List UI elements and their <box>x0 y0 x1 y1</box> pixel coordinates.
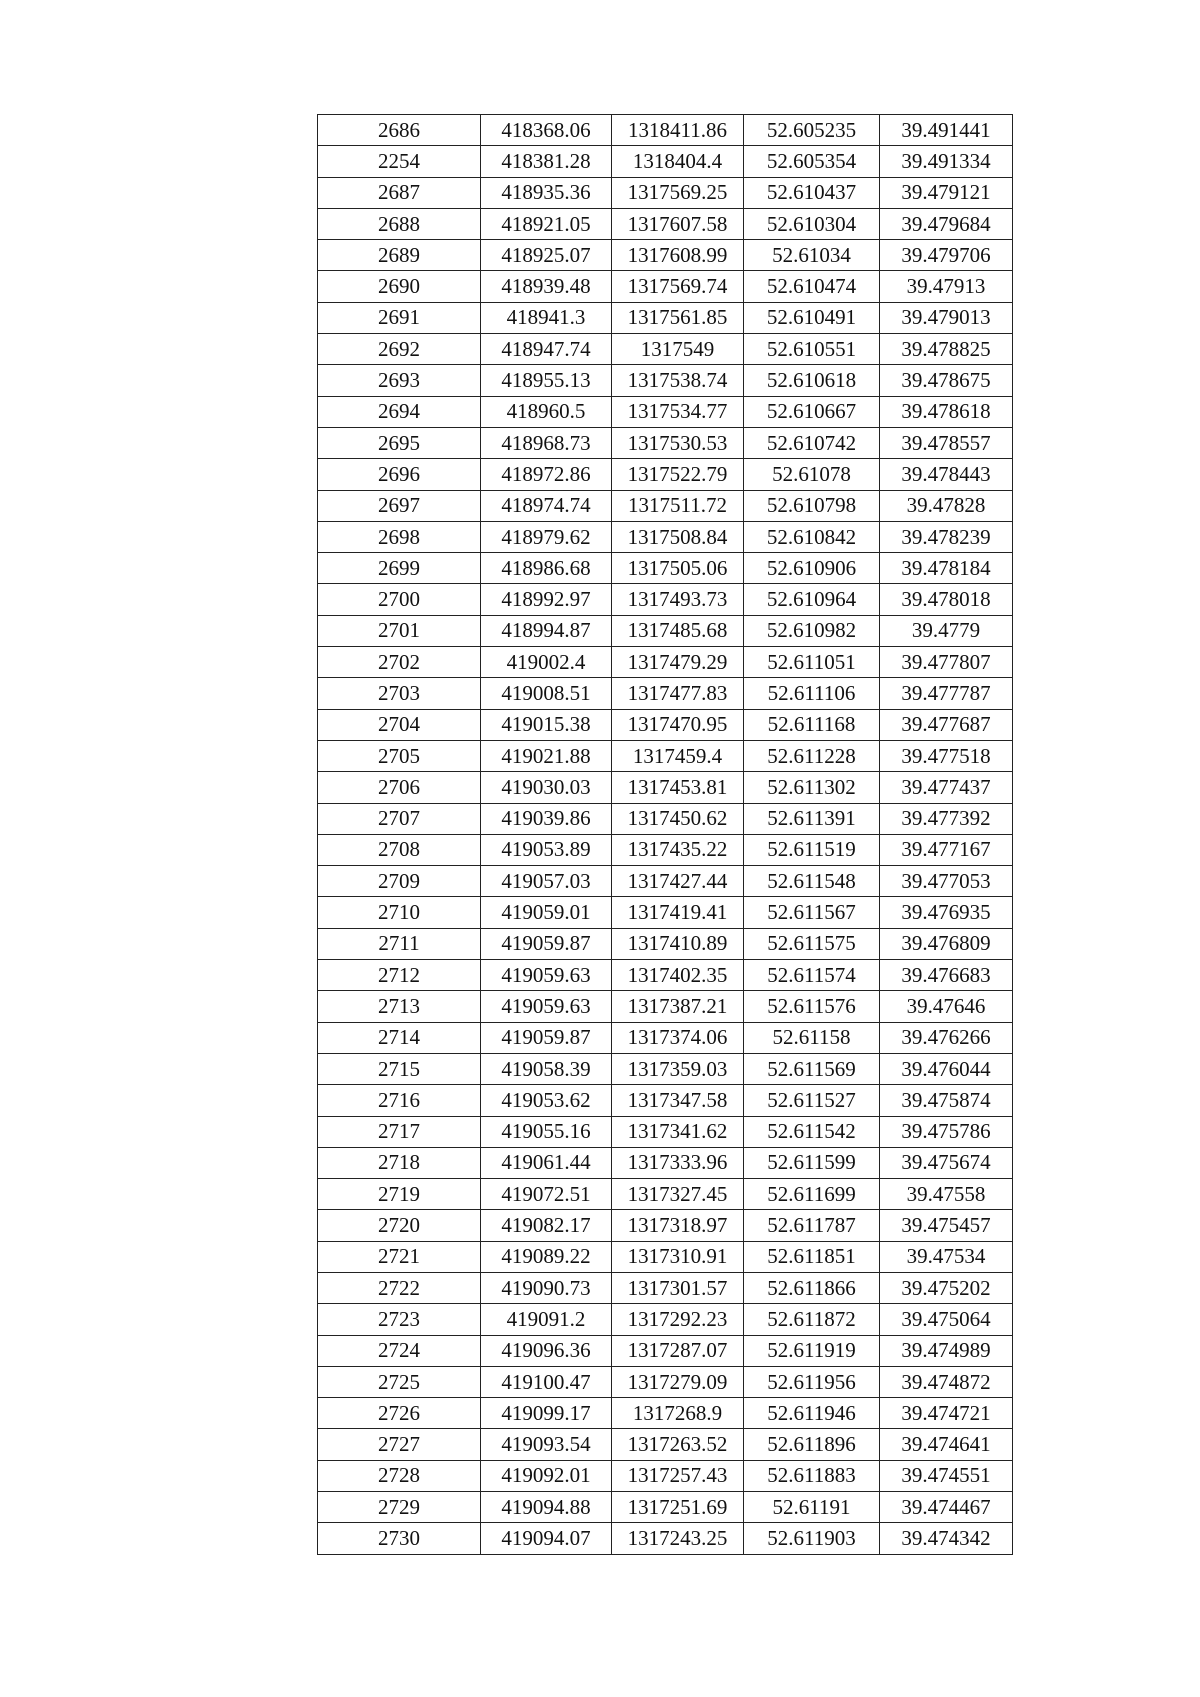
longitude-cell: 39.479706 <box>880 240 1013 271</box>
point-number-cell: 2726 <box>318 1398 481 1429</box>
point-number-cell: 2711 <box>318 928 481 959</box>
longitude-cell: 39.475202 <box>880 1272 1013 1303</box>
y-coordinate-cell: 1317402.35 <box>612 960 744 991</box>
table-row <box>318 740 1013 771</box>
point-number-cell: 2704 <box>318 709 481 740</box>
point-number-cell: 2706 <box>318 772 481 803</box>
y-coordinate-cell: 1317450.62 <box>612 803 744 834</box>
x-coordinate-cell: 418974.74 <box>481 490 612 521</box>
y-coordinate-cell: 1317435.22 <box>612 834 744 865</box>
y-coordinate-cell: 1317318.97 <box>612 1210 744 1241</box>
x-coordinate-cell: 418939.48 <box>481 271 612 302</box>
x-coordinate-cell: 419099.17 <box>481 1398 612 1429</box>
latitude-cell: 52.611699 <box>744 1179 880 1210</box>
latitude-cell: 52.610551 <box>744 334 880 365</box>
y-coordinate-cell: 1317470.95 <box>612 709 744 740</box>
table-row <box>318 334 1013 365</box>
longitude-cell: 39.477392 <box>880 803 1013 834</box>
latitude-cell: 52.611542 <box>744 1116 880 1147</box>
latitude-cell: 52.61078 <box>744 459 880 490</box>
longitude-cell: 39.47558 <box>880 1179 1013 1210</box>
longitude-cell: 39.474641 <box>880 1429 1013 1460</box>
y-coordinate-cell: 1317287.07 <box>612 1335 744 1366</box>
latitude-cell: 52.611574 <box>744 960 880 991</box>
latitude-cell: 52.610906 <box>744 553 880 584</box>
x-coordinate-cell: 419021.88 <box>481 740 612 771</box>
table-row <box>318 1210 1013 1241</box>
longitude-cell: 39.477437 <box>880 772 1013 803</box>
y-coordinate-cell: 1317263.52 <box>612 1429 744 1460</box>
longitude-cell: 39.476266 <box>880 1022 1013 1053</box>
longitude-cell: 39.477787 <box>880 678 1013 709</box>
longitude-cell: 39.474467 <box>880 1492 1013 1523</box>
longitude-cell: 39.475674 <box>880 1147 1013 1178</box>
point-number-cell: 2715 <box>318 1053 481 1084</box>
point-number-cell: 2729 <box>318 1492 481 1523</box>
point-number-cell: 2728 <box>318 1460 481 1491</box>
y-coordinate-cell: 1317427.44 <box>612 866 744 897</box>
x-coordinate-cell: 419059.63 <box>481 991 612 1022</box>
point-number-cell: 2723 <box>318 1304 481 1335</box>
longitude-cell: 39.478675 <box>880 365 1013 396</box>
longitude-cell: 39.474551 <box>880 1460 1013 1491</box>
longitude-cell: 39.491441 <box>880 115 1013 146</box>
x-coordinate-cell: 418968.73 <box>481 427 612 458</box>
point-number-cell: 2718 <box>318 1147 481 1178</box>
table-row <box>318 1366 1013 1397</box>
y-coordinate-cell: 1317292.23 <box>612 1304 744 1335</box>
latitude-cell: 52.61034 <box>744 240 880 271</box>
table-row <box>318 1523 1013 1554</box>
latitude-cell: 52.611302 <box>744 772 880 803</box>
latitude-cell: 52.610964 <box>744 584 880 615</box>
longitude-cell: 39.476044 <box>880 1053 1013 1084</box>
table-row <box>318 866 1013 897</box>
y-coordinate-cell: 1317505.06 <box>612 553 744 584</box>
table-row <box>318 991 1013 1022</box>
y-coordinate-cell: 1317333.96 <box>612 1147 744 1178</box>
x-coordinate-cell: 418960.5 <box>481 396 612 427</box>
y-coordinate-cell: 1317485.68 <box>612 615 744 646</box>
x-coordinate-cell: 419053.62 <box>481 1085 612 1116</box>
x-coordinate-cell: 419008.51 <box>481 678 612 709</box>
y-coordinate-cell: 1317347.58 <box>612 1085 744 1116</box>
longitude-cell: 39.475786 <box>880 1116 1013 1147</box>
table-row <box>318 928 1013 959</box>
table-row <box>318 1085 1013 1116</box>
point-number-cell: 2709 <box>318 866 481 897</box>
longitude-cell: 39.476683 <box>880 960 1013 991</box>
latitude-cell: 52.611527 <box>744 1085 880 1116</box>
point-number-cell: 2688 <box>318 208 481 239</box>
latitude-cell: 52.611896 <box>744 1429 880 1460</box>
table-row <box>318 521 1013 552</box>
longitude-cell: 39.475457 <box>880 1210 1013 1241</box>
x-coordinate-cell: 419058.39 <box>481 1053 612 1084</box>
table-row <box>318 584 1013 615</box>
coordinates-table-body <box>318 115 1013 1555</box>
table-row <box>318 1053 1013 1084</box>
table-row <box>318 553 1013 584</box>
table-row <box>318 490 1013 521</box>
latitude-cell: 52.611567 <box>744 897 880 928</box>
point-number-cell: 2712 <box>318 960 481 991</box>
x-coordinate-cell: 418947.74 <box>481 334 612 365</box>
x-coordinate-cell: 419059.01 <box>481 897 612 928</box>
y-coordinate-cell: 1317359.03 <box>612 1053 744 1084</box>
y-coordinate-cell: 1317477.83 <box>612 678 744 709</box>
y-coordinate-cell: 1317569.74 <box>612 271 744 302</box>
longitude-cell: 39.478184 <box>880 553 1013 584</box>
point-number-cell: 2717 <box>318 1116 481 1147</box>
latitude-cell: 52.61158 <box>744 1022 880 1053</box>
longitude-cell: 39.491334 <box>880 146 1013 177</box>
table-row <box>318 1335 1013 1366</box>
x-coordinate-cell: 418979.62 <box>481 521 612 552</box>
x-coordinate-cell: 419059.63 <box>481 960 612 991</box>
point-number-cell: 2716 <box>318 1085 481 1116</box>
x-coordinate-cell: 419072.51 <box>481 1179 612 1210</box>
x-coordinate-cell: 419100.47 <box>481 1366 612 1397</box>
point-number-cell: 2700 <box>318 584 481 615</box>
x-coordinate-cell: 418955.13 <box>481 365 612 396</box>
latitude-cell: 52.611569 <box>744 1053 880 1084</box>
table-row <box>318 1398 1013 1429</box>
x-coordinate-cell: 419059.87 <box>481 928 612 959</box>
longitude-cell: 39.479013 <box>880 302 1013 333</box>
table-row <box>318 1460 1013 1491</box>
x-coordinate-cell: 418986.68 <box>481 553 612 584</box>
x-coordinate-cell: 419093.54 <box>481 1429 612 1460</box>
y-coordinate-cell: 1317508.84 <box>612 521 744 552</box>
longitude-cell: 39.474872 <box>880 1366 1013 1397</box>
point-number-cell: 2720 <box>318 1210 481 1241</box>
longitude-cell: 39.477807 <box>880 647 1013 678</box>
table-row <box>318 615 1013 646</box>
table-row <box>318 772 1013 803</box>
longitude-cell: 39.475874 <box>880 1085 1013 1116</box>
point-number-cell: 2695 <box>318 427 481 458</box>
x-coordinate-cell: 418941.3 <box>481 302 612 333</box>
latitude-cell: 52.611787 <box>744 1210 880 1241</box>
y-coordinate-cell: 1318411.86 <box>612 115 744 146</box>
point-number-cell: 2703 <box>318 678 481 709</box>
table-row <box>318 1304 1013 1335</box>
longitude-cell: 39.47913 <box>880 271 1013 302</box>
point-number-cell: 2692 <box>318 334 481 365</box>
longitude-cell: 39.478557 <box>880 427 1013 458</box>
table-row <box>318 897 1013 928</box>
x-coordinate-cell: 419053.89 <box>481 834 612 865</box>
latitude-cell: 52.610437 <box>744 177 880 208</box>
table-row <box>318 302 1013 333</box>
coordinates-table <box>317 114 1013 1555</box>
longitude-cell: 39.476935 <box>880 897 1013 928</box>
x-coordinate-cell: 419096.36 <box>481 1335 612 1366</box>
latitude-cell: 52.611106 <box>744 678 880 709</box>
latitude-cell: 52.611851 <box>744 1241 880 1272</box>
table-row <box>318 427 1013 458</box>
table-row <box>318 146 1013 177</box>
latitude-cell: 52.605354 <box>744 146 880 177</box>
latitude-cell: 52.611575 <box>744 928 880 959</box>
y-coordinate-cell: 1317549 <box>612 334 744 365</box>
latitude-cell: 52.61191 <box>744 1492 880 1523</box>
table-row <box>318 396 1013 427</box>
y-coordinate-cell: 1317607.58 <box>612 208 744 239</box>
x-coordinate-cell: 419091.2 <box>481 1304 612 1335</box>
point-number-cell: 2691 <box>318 302 481 333</box>
point-number-cell: 2254 <box>318 146 481 177</box>
latitude-cell: 52.611946 <box>744 1398 880 1429</box>
latitude-cell: 52.610982 <box>744 615 880 646</box>
longitude-cell: 39.474721 <box>880 1398 1013 1429</box>
latitude-cell: 52.611919 <box>744 1335 880 1366</box>
longitude-cell: 39.476809 <box>880 928 1013 959</box>
x-coordinate-cell: 418994.87 <box>481 615 612 646</box>
latitude-cell: 52.611866 <box>744 1272 880 1303</box>
longitude-cell: 39.477053 <box>880 866 1013 897</box>
x-coordinate-cell: 419015.38 <box>481 709 612 740</box>
longitude-cell: 39.4779 <box>880 615 1013 646</box>
point-number-cell: 2707 <box>318 803 481 834</box>
longitude-cell: 39.478018 <box>880 584 1013 615</box>
table-row <box>318 834 1013 865</box>
y-coordinate-cell: 1317511.72 <box>612 490 744 521</box>
y-coordinate-cell: 1317341.62 <box>612 1116 744 1147</box>
point-number-cell: 2713 <box>318 991 481 1022</box>
x-coordinate-cell: 418935.36 <box>481 177 612 208</box>
table-row <box>318 1179 1013 1210</box>
point-number-cell: 2701 <box>318 615 481 646</box>
table-row <box>318 459 1013 490</box>
latitude-cell: 52.605235 <box>744 115 880 146</box>
latitude-cell: 52.611051 <box>744 647 880 678</box>
table-row <box>318 177 1013 208</box>
point-number-cell: 2708 <box>318 834 481 865</box>
point-number-cell: 2714 <box>318 1022 481 1053</box>
point-number-cell: 2693 <box>318 365 481 396</box>
longitude-cell: 39.475064 <box>880 1304 1013 1335</box>
point-number-cell: 2727 <box>318 1429 481 1460</box>
point-number-cell: 2690 <box>318 271 481 302</box>
point-number-cell: 2698 <box>318 521 481 552</box>
point-number-cell: 2689 <box>318 240 481 271</box>
y-coordinate-cell: 1317257.43 <box>612 1460 744 1491</box>
table-row <box>318 1241 1013 1272</box>
longitude-cell: 39.479684 <box>880 208 1013 239</box>
point-number-cell: 2724 <box>318 1335 481 1366</box>
latitude-cell: 52.611956 <box>744 1366 880 1397</box>
y-coordinate-cell: 1317561.85 <box>612 302 744 333</box>
point-number-cell: 2699 <box>318 553 481 584</box>
latitude-cell: 52.611883 <box>744 1460 880 1491</box>
y-coordinate-cell: 1317387.21 <box>612 991 744 1022</box>
latitude-cell: 52.610474 <box>744 271 880 302</box>
table-row <box>318 365 1013 396</box>
x-coordinate-cell: 419061.44 <box>481 1147 612 1178</box>
y-coordinate-cell: 1317569.25 <box>612 177 744 208</box>
y-coordinate-cell: 1317327.45 <box>612 1179 744 1210</box>
y-coordinate-cell: 1317268.9 <box>612 1398 744 1429</box>
table-row <box>318 115 1013 146</box>
latitude-cell: 52.610798 <box>744 490 880 521</box>
y-coordinate-cell: 1317453.81 <box>612 772 744 803</box>
x-coordinate-cell: 419090.73 <box>481 1272 612 1303</box>
longitude-cell: 39.478239 <box>880 521 1013 552</box>
point-number-cell: 2697 <box>318 490 481 521</box>
x-coordinate-cell: 419089.22 <box>481 1241 612 1272</box>
table-row <box>318 803 1013 834</box>
table-row <box>318 960 1013 991</box>
latitude-cell: 52.610304 <box>744 208 880 239</box>
y-coordinate-cell: 1317243.25 <box>612 1523 744 1554</box>
longitude-cell: 39.477687 <box>880 709 1013 740</box>
x-coordinate-cell: 419094.07 <box>481 1523 612 1554</box>
point-number-cell: 2710 <box>318 897 481 928</box>
point-number-cell: 2730 <box>318 1523 481 1554</box>
table-row <box>318 1429 1013 1460</box>
x-coordinate-cell: 419082.17 <box>481 1210 612 1241</box>
longitude-cell: 39.478825 <box>880 334 1013 365</box>
table-row <box>318 678 1013 709</box>
table-row <box>318 647 1013 678</box>
longitude-cell: 39.47646 <box>880 991 1013 1022</box>
latitude-cell: 52.611599 <box>744 1147 880 1178</box>
point-number-cell: 2687 <box>318 177 481 208</box>
longitude-cell: 39.478443 <box>880 459 1013 490</box>
x-coordinate-cell: 419002.4 <box>481 647 612 678</box>
latitude-cell: 52.610491 <box>744 302 880 333</box>
x-coordinate-cell: 419030.03 <box>481 772 612 803</box>
x-coordinate-cell: 418972.86 <box>481 459 612 490</box>
y-coordinate-cell: 1317459.4 <box>612 740 744 771</box>
latitude-cell: 52.611391 <box>744 803 880 834</box>
point-number-cell: 2696 <box>318 459 481 490</box>
y-coordinate-cell: 1317310.91 <box>612 1241 744 1272</box>
point-number-cell: 2722 <box>318 1272 481 1303</box>
y-coordinate-cell: 1317534.77 <box>612 396 744 427</box>
y-coordinate-cell: 1318404.4 <box>612 146 744 177</box>
y-coordinate-cell: 1317522.79 <box>612 459 744 490</box>
x-coordinate-cell: 418381.28 <box>481 146 612 177</box>
latitude-cell: 52.611903 <box>744 1523 880 1554</box>
x-coordinate-cell: 419094.88 <box>481 1492 612 1523</box>
x-coordinate-cell: 418992.97 <box>481 584 612 615</box>
table-row <box>318 1116 1013 1147</box>
longitude-cell: 39.478618 <box>880 396 1013 427</box>
longitude-cell: 39.477518 <box>880 740 1013 771</box>
table-row <box>318 240 1013 271</box>
latitude-cell: 52.611228 <box>744 740 880 771</box>
table-row <box>318 709 1013 740</box>
latitude-cell: 52.611576 <box>744 991 880 1022</box>
longitude-cell: 39.47828 <box>880 490 1013 521</box>
x-coordinate-cell: 418925.07 <box>481 240 612 271</box>
latitude-cell: 52.611872 <box>744 1304 880 1335</box>
x-coordinate-cell: 419057.03 <box>481 866 612 897</box>
x-coordinate-cell: 418368.06 <box>481 115 612 146</box>
x-coordinate-cell: 418921.05 <box>481 208 612 239</box>
y-coordinate-cell: 1317419.41 <box>612 897 744 928</box>
table-row <box>318 271 1013 302</box>
x-coordinate-cell: 419059.87 <box>481 1022 612 1053</box>
longitude-cell: 39.479121 <box>880 177 1013 208</box>
longitude-cell: 39.477167 <box>880 834 1013 865</box>
point-number-cell: 2694 <box>318 396 481 427</box>
y-coordinate-cell: 1317608.99 <box>612 240 744 271</box>
table-row <box>318 1272 1013 1303</box>
x-coordinate-cell: 419092.01 <box>481 1460 612 1491</box>
longitude-cell: 39.47534 <box>880 1241 1013 1272</box>
y-coordinate-cell: 1317301.57 <box>612 1272 744 1303</box>
table-row <box>318 1492 1013 1523</box>
longitude-cell: 39.474989 <box>880 1335 1013 1366</box>
y-coordinate-cell: 1317493.73 <box>612 584 744 615</box>
y-coordinate-cell: 1317479.29 <box>612 647 744 678</box>
point-number-cell: 2719 <box>318 1179 481 1210</box>
latitude-cell: 52.611519 <box>744 834 880 865</box>
point-number-cell: 2721 <box>318 1241 481 1272</box>
latitude-cell: 52.610842 <box>744 521 880 552</box>
latitude-cell: 52.610742 <box>744 427 880 458</box>
table-row <box>318 208 1013 239</box>
table-row <box>318 1147 1013 1178</box>
latitude-cell: 52.610618 <box>744 365 880 396</box>
y-coordinate-cell: 1317279.09 <box>612 1366 744 1397</box>
latitude-cell: 52.611548 <box>744 866 880 897</box>
point-number-cell: 2725 <box>318 1366 481 1397</box>
y-coordinate-cell: 1317530.53 <box>612 427 744 458</box>
x-coordinate-cell: 419039.86 <box>481 803 612 834</box>
y-coordinate-cell: 1317251.69 <box>612 1492 744 1523</box>
table-row <box>318 1022 1013 1053</box>
point-number-cell: 2686 <box>318 115 481 146</box>
x-coordinate-cell: 419055.16 <box>481 1116 612 1147</box>
latitude-cell: 52.610667 <box>744 396 880 427</box>
latitude-cell: 52.611168 <box>744 709 880 740</box>
y-coordinate-cell: 1317538.74 <box>612 365 744 396</box>
point-number-cell: 2702 <box>318 647 481 678</box>
longitude-cell: 39.474342 <box>880 1523 1013 1554</box>
y-coordinate-cell: 1317374.06 <box>612 1022 744 1053</box>
y-coordinate-cell: 1317410.89 <box>612 928 744 959</box>
point-number-cell: 2705 <box>318 740 481 771</box>
